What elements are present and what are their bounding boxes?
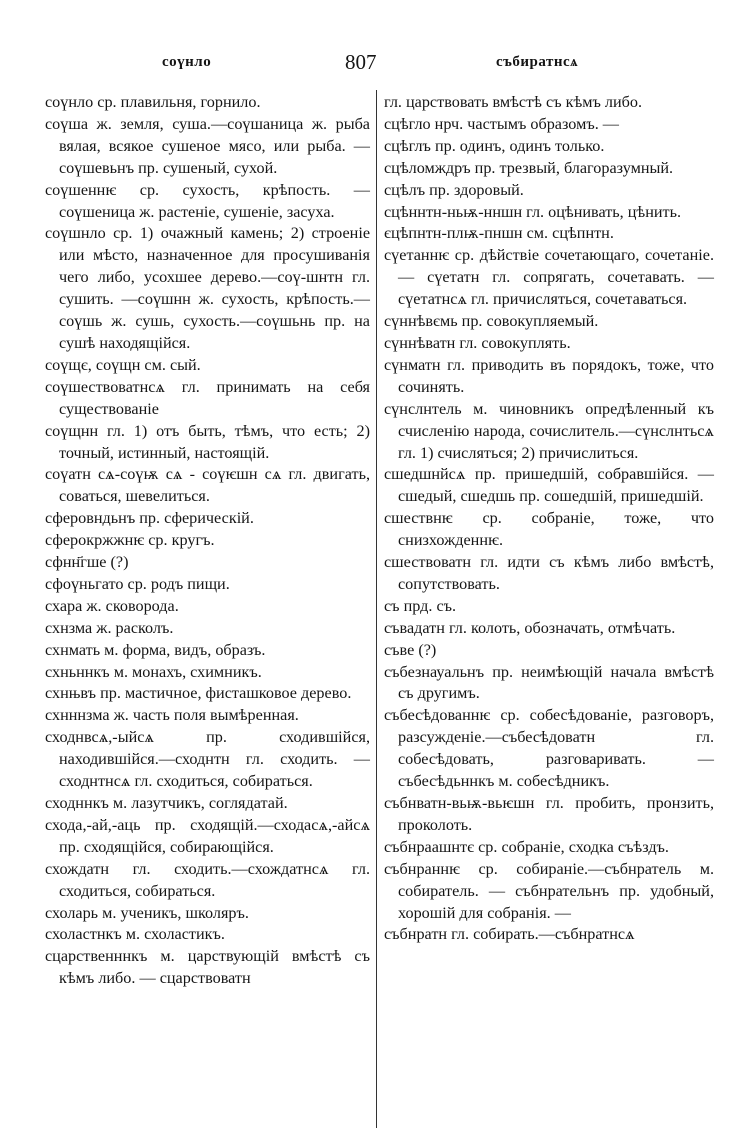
dictionary-entry: сходннкъ м. лазутчикъ, соглядатай.: [45, 794, 288, 812]
dictionary-entry: събнватн-вьѭ-вьѥшн гл. пробить, пронзить, проколоть.: [384, 794, 714, 834]
dictionary-entry: сферовндьнъ пр. сферическій.: [45, 509, 254, 528]
dictionary-entry: соүщнн гл. 1) отъ быть, тѣмъ, что есть; 2) точный, истинный, настоящій.: [45, 421, 370, 462]
dictionary-entry: сшествоватн гл. идти съ кѣмъ либо вмѣстѣ, сопутствовать.: [384, 553, 714, 593]
dictionary-entry: съве (?): [384, 640, 437, 659]
left-column: [45, 92, 370, 990]
dictionary-entry: схода,-ай,-аць пр. сходящій.—сходасѧ,-айсѧ пр. сходящійся, собирающійся.: [45, 815, 370, 856]
dictionary-entry: сцѣглъ пр. одинъ, одинъ только.: [384, 136, 605, 155]
dictionary-entry: схара ж. сковорода.: [45, 596, 179, 615]
dictionary-entry: съвадатн гл. колоть, обозначать, отмѣчать.: [384, 618, 676, 637]
dictionary-entry: соүшнло ср. 1) очажный камень; 2) строеніе или мѣсто, назначенное для просушиванія чего либо, усохшее дерево.—соү-шнтн гл. сушить. —соүшнн ж. сухость, крѣпость.— соүшь ж. сушь, сухость.—соүшьнь пр. на сушѣ находящійся.: [45, 224, 370, 352]
dictionary-entry: схнзма ж. расколъ.: [45, 618, 174, 637]
dictionary-entry: соүатн сѧ-соүѭ сѧ - соүѥшн сѧ гл. двигать, соваться, шевелиться.: [45, 465, 370, 506]
dictionary-entry: събесѣдованнѥ ср. собесѣдованіе, разговоръ, разсужденіе.—събесѣдоватн гл. собесѣдовать, разговаривать. — събесѣдьннкъ м. собесѣдникъ.: [384, 706, 714, 791]
dictionary-entry: схнннзма ж. часть поля вымѣренная.: [45, 706, 299, 725]
dictionary-entry: събнраашнтє ср. собраніе, сходка съѣздъ.: [384, 837, 669, 856]
dictionary-entry: соүшеннѥ ср. сухость, крѣпость. — соүшеница ж. растеніе, сушеніе, засуха.: [45, 180, 370, 221]
dictionary-entry: сферокржжнѥ ср. кругъ.: [45, 531, 215, 550]
page-number: 807: [345, 50, 377, 74]
dictionary-entry: сфоүньгато ср. родъ пищи.: [45, 574, 230, 593]
dictionary-entry: събнраннѥ ср. собираніе.—събнратель м. собиратель. — събнрательнъ пр. удобный, хорошій для собранія. —: [384, 859, 714, 922]
dictionary-entry: сцѣломждръ пр. трезвый, благоразумный.: [384, 158, 674, 177]
page-header: [0, 46, 735, 76]
column-divider: [376, 90, 377, 1128]
dictionary-entry: сүетаннѥ ср. дѣйствіе сочетающаго, сочетаніе. — сүетатн гл. сопрягать, сочетавать. — сүетатнсѧ гл. причисляться, сочетаваться.: [384, 246, 714, 309]
dictionary-entry: сцѣгло нрч. частымъ образомъ. —: [384, 114, 619, 133]
header-right-word: събиратнсѧ: [496, 54, 579, 70]
dictionary-entry: сүннѣвємь пр. совокупляемый.: [384, 312, 599, 331]
dictionary-entry: сүнслнтель м. чиновникъ опредѣленный къ счисленію народа, сочислитель.—сүнслнтьсѧ гл. 1) счисляться; 2) причислиться.: [384, 399, 714, 462]
dictionary-entry: гл. царствовать вмѣстѣ съ кѣмъ либо.: [384, 93, 643, 111]
dictionary-entry: събезнауальнъ пр. неимѣющій начала вмѣстѣ съ другимъ.: [384, 662, 714, 703]
header-left-word: соүнло: [162, 54, 212, 70]
dictionary-entry: соүша ж. земля, суша.—соүшаница ж. рыба вялая, всякое сушеное мясо, или рыба. — соүшевьнъ пр. сушеный, сухой.: [45, 114, 370, 177]
dictionary-entry: схнњвъ пр. мастичное, фисташковое дерево.: [45, 684, 352, 703]
dictionary-entry: схньннкъ м. монахъ, схимникъ.: [45, 662, 262, 681]
dictionary-entry: соүшествоватнсѧ гл. принимать на себя существованіе: [45, 377, 370, 418]
dictionary-entry: соүщє, соүщн см. сый.: [45, 355, 201, 374]
dictionary-entry: сфнн҃гше (?): [45, 553, 129, 572]
dictionary-entry: сцарственннкъ м. царствующій вмѣстѣ съ кѣмъ либо. — сцарствоватн: [45, 947, 370, 988]
right-column: [384, 92, 714, 946]
dictionary-entry: сцѣннтн-ньѭ-нншн гл. оцѣнивать, цѣнить.: [384, 202, 682, 221]
dictionary-entry: схнмать м. форма, видъ, образъ.: [45, 640, 266, 659]
dictionary-entry: сшествнѥ ср. собраніе, тоже, что снизхожденнѥ.: [384, 509, 714, 550]
dictionary-entry: єцѣпнтн-плѭ-пншн см. сцѣпнтн.: [384, 224, 614, 243]
dictionary-entry: събнратн гл. собирать.—събнратнсѧ: [384, 925, 635, 944]
dictionary-entry: сшедшнйсѧ пр. пришедшій, собравшійся. — сшедый, сшедшь пр. сошедшій, пришедшій.: [384, 465, 714, 506]
dictionary-entry: соүнло ср. плавильня, горнило.: [45, 93, 261, 111]
dictionary-entry: схоластнкъ м. схоластикъ.: [45, 925, 225, 944]
dictionary-entry: схождатн гл. сходить.—схождатнсѧ гл. сходиться, собираться.: [45, 859, 370, 900]
dictionary-entry: съ прд. съ.: [384, 596, 457, 615]
dictionary-entry: схоларь м. ученикъ, школяръ.: [45, 903, 249, 922]
dictionary-entry: сцѣлъ пр. здоровый.: [384, 180, 524, 199]
dictionary-entry: сүнматн гл. приводить въ порядокъ, тоже, что сочинять.: [384, 355, 714, 396]
dictionary-entry: сходнвсѧ,-ыйсѧ пр. сходившійся, находившійся.—сходнтн гл. сходить. — сходнтнсѧ гл. сходиться, собираться.: [45, 728, 370, 791]
dictionary-entry: сүннѣватн гл. совокуплять.: [384, 333, 571, 352]
